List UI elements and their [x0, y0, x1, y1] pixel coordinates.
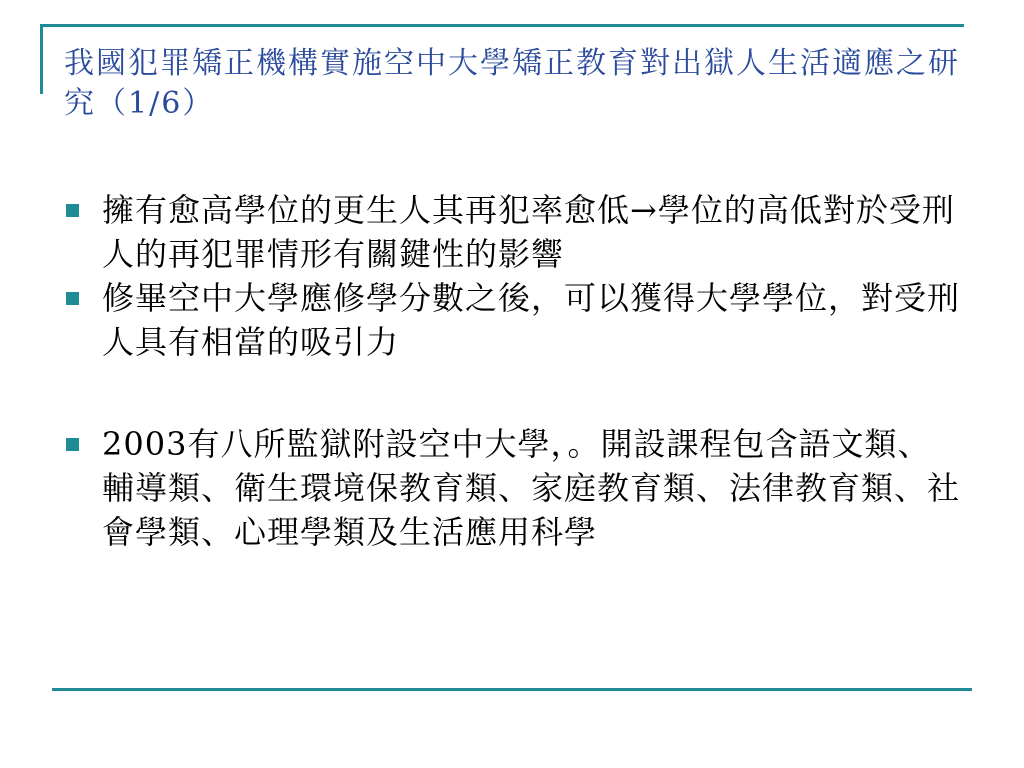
bullet-item-degree-recidivism [62, 188, 962, 276]
bullet-text: 2003有八所監獄附設空中大學，。開設課程包含語文類、輔導類、衛生環境保教育類、家庭教育類、法律教育類、社會學類、心理學類及生活應用科學 [102, 425, 961, 551]
bullet-list [62, 188, 962, 554]
bullet-item-2003-courses [62, 422, 962, 554]
bullet-text: 擁有愈高學位的更生人其再犯率愈低→學位的高低對於受刑人的再犯罪情形有關鍵性的影響 [102, 191, 955, 273]
title-left-rule [40, 24, 43, 94]
square-bullet-icon [66, 292, 79, 305]
square-bullet-icon [66, 438, 79, 451]
bullet-item-credits-degree [62, 276, 962, 364]
slide-title: 我國犯罪矯正機構實施空中大學矯正教育對出獄人生活適應之研究（1/6） [64, 46, 960, 121]
bullet-text: 修畢空中大學應修學分數之後，可以獲得大學學位，對受刑人具有相當的吸引力 [102, 279, 961, 361]
bottom-rule [52, 688, 972, 691]
square-bullet-icon [66, 204, 79, 217]
title-top-rule [40, 24, 964, 27]
